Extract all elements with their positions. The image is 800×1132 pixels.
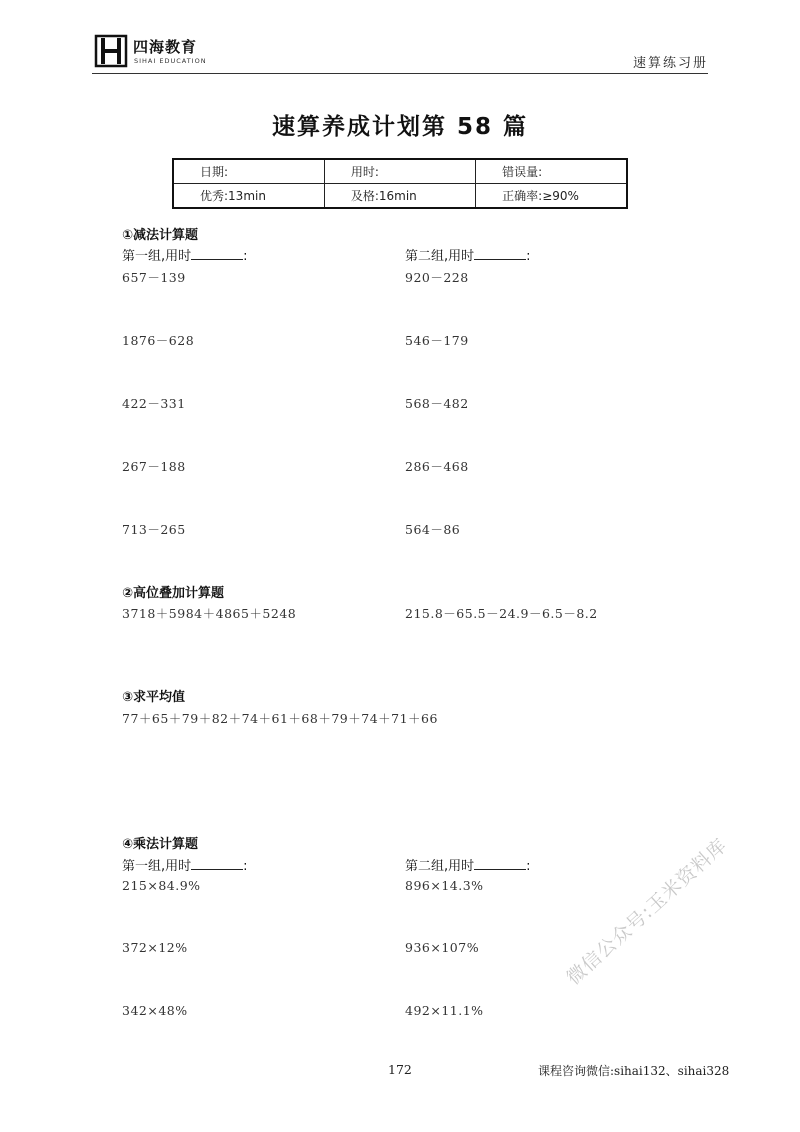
- group1-label: 第一组,用时 :: [122, 859, 248, 874]
- logo-text: 四海教育: [133, 38, 198, 56]
- section-title-average: ③求平均值: [122, 690, 186, 705]
- problem: 215×84.9%: [122, 878, 201, 893]
- problem: 492×11.1%: [405, 1003, 484, 1018]
- time-used-field: 用时:: [324, 159, 475, 184]
- group1-label: 第一组,用时 :: [122, 249, 248, 264]
- problem: 568－482: [405, 396, 469, 411]
- group2-label: 第二组,用时 :: [405, 249, 531, 264]
- problem: 657－139: [122, 270, 186, 285]
- logo-h-icon: [94, 34, 128, 68]
- problem: 920－228: [405, 270, 469, 285]
- problem: 267－188: [122, 459, 186, 474]
- info-row: [173, 159, 627, 184]
- problem: 1876－628: [122, 333, 195, 348]
- time-blank: [474, 247, 526, 260]
- header-divider: [92, 73, 708, 74]
- section-title-multiplication: ④乘法计算题: [122, 837, 199, 852]
- problem: 936×107%: [405, 940, 480, 955]
- problem: 564－86: [405, 522, 461, 537]
- group-label-text: 第二组,用时: [405, 249, 475, 264]
- pass-time: 及格:16min: [324, 184, 475, 209]
- date-field: 日期:: [173, 159, 324, 184]
- problem: 77＋65＋79＋82＋74＋61＋68＋79＋74＋71＋66: [122, 711, 438, 726]
- problem: 342×48%: [122, 1003, 188, 1018]
- contact-info: 课程咨询微信:sihai132、sihai328: [538, 1064, 730, 1078]
- section-title-addition: ②高位叠加计算题: [122, 586, 225, 601]
- watermark: 微信公众号:玉米资料库: [562, 834, 732, 990]
- section-title-subtraction: ①减法计算题: [122, 228, 199, 243]
- problem: 286－468: [405, 459, 469, 474]
- info-row: [173, 184, 627, 209]
- problem: 713－265: [122, 522, 186, 537]
- page-number: 172: [388, 1062, 412, 1077]
- accuracy-target: 正确率:≥90%: [476, 184, 627, 209]
- problem: 546－179: [405, 333, 469, 348]
- info-table: [172, 158, 628, 209]
- group-label-text: 第二组,用时: [405, 859, 475, 874]
- time-blank: [474, 857, 526, 870]
- logo-subtext: SIHAI EDUCATION: [134, 57, 207, 65]
- group-label-text: 第一组,用时: [122, 859, 192, 874]
- group2-label: 第二组,用时 :: [405, 859, 531, 874]
- problem: 215.8－65.5－24.9－6.5－8.2: [405, 606, 598, 621]
- problem: 422－331: [122, 396, 186, 411]
- header-book-title: 速算练习册: [632, 56, 708, 71]
- problem: 896×14.3%: [405, 878, 484, 893]
- time-blank: [191, 857, 243, 870]
- page-title: 速算养成计划第 58 篇: [271, 114, 529, 140]
- group-label-text: 第一组,用时: [122, 249, 192, 264]
- time-blank: [191, 247, 243, 260]
- error-count-field: 错误量:: [476, 159, 627, 184]
- logo-mark: [94, 34, 128, 68]
- problem: 3718＋5984＋4865＋5248: [122, 606, 297, 621]
- excellent-time: 优秀:13min: [173, 184, 324, 209]
- problem: 372×12%: [122, 940, 188, 955]
